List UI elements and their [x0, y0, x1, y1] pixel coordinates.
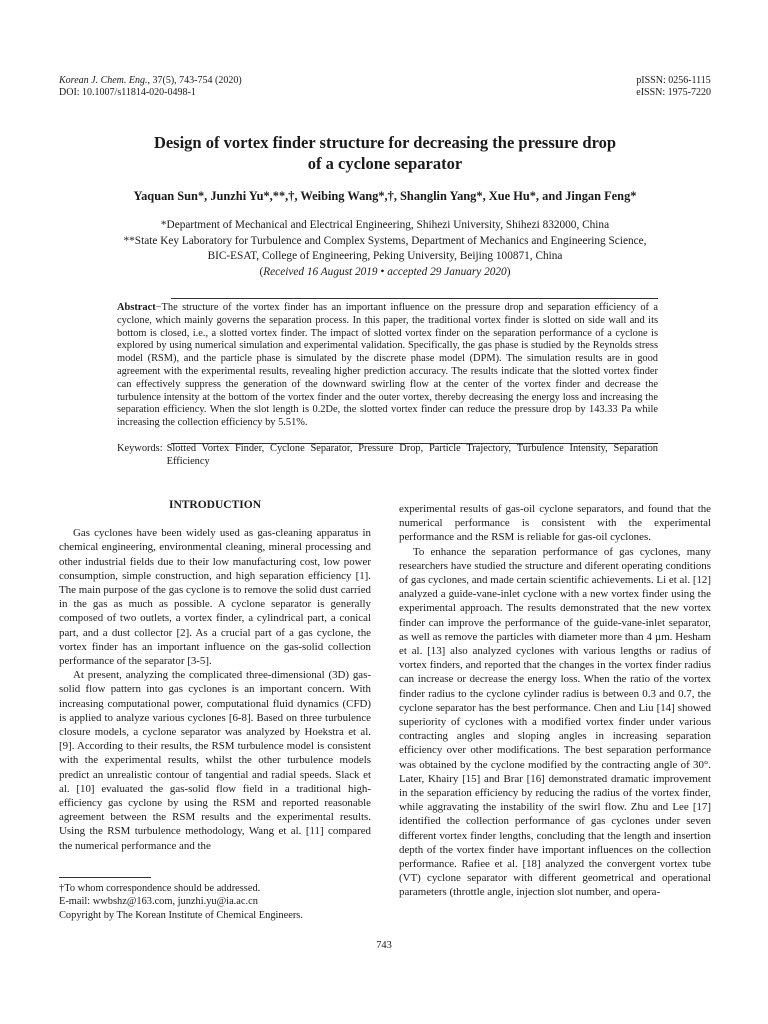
keywords-text: Slotted Vortex Finder, Cyclone Separator, Pressure Drop, Particle Trajectory, Turbulence Intensity, Separation Efficiency — [166, 443, 658, 467]
accepted-date: accepted 29 January 2020 — [387, 265, 507, 278]
intro-paragraph-1: Gas cyclones have been widely used as gas-cleaning apparatus in chemical engineering, environmental cleaning, mineral processing and other industrial fields due to their low manufacturing cost, low power consumption, simple construction, and high separation efficiency [1]. The main purpose of the gas cyclone is to remove the solid dust carried in the gas as much as possible. A cyclone separator is generally composed of two outlets, a vortex finder, a cylindrical part, a conical part, and a dust collector [2]. As a crucial part of a gas cyclone, the vortex finder has an important influence on the gas-solid collection performance of the separator [3-5]. — [59, 527, 371, 668]
abstract-rule — [171, 298, 658, 299]
received-date: Received 16 August 2019 — [263, 265, 378, 278]
paper-title — [59, 132, 711, 174]
journal-volume: , 37(5), 743-754 (2020) — [147, 75, 242, 86]
keywords-label: Keywords: — [117, 443, 163, 454]
intro-paragraph-4: To enhance the separation performance of gas cyclones, many researchers have studied the structure and diferent operating conditions of gas cyclones, and made certain scientific achievements. Li et al. [12] analyzed a guide-vane-inlet cyclone with a new vortex finder using the experimental approach. The results demonstrated that the new vortex finder can improve the performance of the guide-vane-inlet separator, as well as remove the particles with diameter more than 4 µm. Hesham et al. [13] also analyzed cyclones with various lengths or radius of vortex finders, and reported that the changes in the vortex finder radius can increase or decrease the energy loss. When the ratio of the vortex finder radius to the cyclone cylinder radius is between 0.3 and 0.7, the cyclone separator has the best performance. Chen and Liu [14] showed superiority of cyclones with a modified vortex finder under various contracting angles and sloping angles in increasing separation efficiency over other modifications. The best separation performance was obtained by the cyclone modified by the contracting angle of 30°. Later, Khairy [15] and Brar [16] demonstrated dramatic improvement in the separation efficiency by reducing the radius of the vortex finder, while aggravating the instability of the swirl flow. Zhu and Lee [17] identified the collection performance of gas cyclones under seven different vortex finder lengths, concluding that the length and insertion depth of the vortex finder have important influences on the collection performance. Rafiee et al. [18] analyzed the convergent vortex tube (VT) cyclone separator with different geometrical and operational parameters (throttle angle, injection slot number, and opera- — [399, 545, 711, 899]
affiliation-1: *Department of Mechanical and Electrical Engineering, Shihezi University, Shihezi 832000, China — [160, 219, 610, 231]
footnotes — [59, 882, 303, 922]
journal-header — [59, 75, 242, 99]
copyright-note: Copyright by The Korean Institute of Chemical Engineers. — [59, 909, 303, 921]
journal-name: Korean J. Chem. Eng. — [59, 75, 148, 86]
email-note[interactable]: E-mail: wwbshz@163.com, junzhi.yu@ia.ac.cn — [59, 896, 258, 908]
abstract — [117, 302, 658, 430]
affiliation-2: **State Key Laboratory for Turbulence and Complex Systems, Department of Mechanics and Engineering Science, — [123, 234, 647, 247]
correspondence-note: †To whom correspondence should be addressed. — [59, 883, 261, 894]
journal-citation — [59, 75, 242, 87]
right-column — [399, 502, 711, 900]
title-line-1: Design of vortex finder structure for decreasing the pressure drop — [153, 133, 617, 152]
affiliation-3: BIC-ESAT, College of Engineering, Peking University, Beijing 100871, China — [207, 250, 563, 262]
footnote-rule — [59, 877, 151, 878]
doi[interactable]: DOI: 10.1007/s11814-020-0498-1 — [59, 87, 196, 98]
page-number: 743 — [376, 940, 392, 951]
abstract-text: −The structure of the vortex finder has an important influence on the pressure drop and separation efficiency of a cyclone, which mainly governs the separation process. In this paper, the traditional vortex finder is slotted on side wall and its bottom is closed, i.e., a slotted vortex finder. The impact of slotted vortex finder on the separation performance of a cyclone is explored by using numerical simulation and experimental validation. Specifically, the gas phase is studied by the Reynolds stress model (RSM), and the particle phase is simulated by the discrete phase model (DPM). The simulation results are in good agreement with the experimental results, revealing higher prediction accuracy. The results indicate that the slotted vortex finder can effectively suppress the generation of the downward swirling flow at the center of the vortex finder and decrease the turbulence intensity at the bottom of the vortex finder and the outer vortex, thereby decreasing the energy loss and increasing the separation efficiency. When the slot length is 0.2De, the slotted vortex finder can reduce the pressure drop by 143.33 Pa while increasing the collection efficiency by 5.51%. — [117, 302, 658, 429]
author-list: Yaquan Sun*, Junzhi Yu*,**,†, Weibing Wang*,†, Shanglin Yang*, Xue Hu*, and Jingan Feng* — [133, 189, 637, 203]
left-column — [59, 498, 371, 853]
abstract-label: Abstract — [117, 302, 156, 313]
eissn: eISSN: 1975-7220 — [636, 87, 711, 98]
title-line-2: of a cyclone separator — [307, 154, 463, 173]
pissn: pISSN: 0256-1115 — [636, 75, 711, 86]
issn-block — [636, 75, 711, 99]
affiliations — [59, 218, 711, 280]
intro-paragraph-3: experimental results of gas-oil cyclone separators, and found that the numerical performance is consistent with the experimental performance and the RSM is reliable for gas-oil cyclones. — [399, 503, 711, 544]
introduction-heading: INTRODUCTION — [168, 499, 261, 511]
received-accepted-dates: (Received 16 August 2019 • accepted 29 January 2020) — [259, 265, 511, 278]
intro-paragraph-2: At present, analyzing the complicated three-dimensional (3D) gas-solid flow pattern into gas cyclones is an important concern. With increasing computational power, computational fluid dynamics (CFD) is applied to analyze various cyclones [6-8]. Based on three turbulence closure models, a cyclone separator was analyzed by Hoekstra et al. [9]. According to their results, the RSM turbulence model is consistent with the experimental results, whilst the other turbulence models predict an unrealistic contour of tangential and radial speeds. Slack et al. [10] evaluated the gas-solid flow field in a traditional high-efficiency gas cyclone by using the RSM and reported reasonable agreement between the RSM results and the experimental results. Using the RSM turbulence methodology, Wang et al. [11] compared the numerical performance and the — [59, 669, 371, 852]
keywords — [117, 443, 658, 469]
